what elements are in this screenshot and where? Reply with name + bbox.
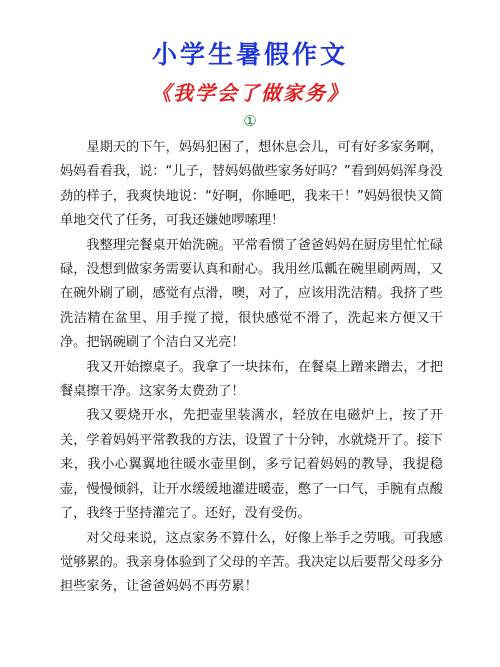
section-number: ① (243, 112, 257, 130)
essay-title: 《我学会了做家务》 (151, 81, 349, 105)
paragraph: 星期天的下午，妈妈犯困了，想休息会儿，可有好多家务啊，妈妈看看我，说：“儿子，替妈妈做些家务好吗？”看到妈妈浑身没劲的样子，我爽快地说：“好啊，你睡吧，我来干！”妈妈很快又简单地交代了任务，可我还嫌她啰嗦理！ (60, 140, 443, 229)
page-title: 小学生暑假作文 (151, 40, 348, 69)
paragraph: 对父母来说，这点家务不算什么，好像上举手之劳哦。可我感觉够累的。我亲身体验到了父母的辛苦。我决定以后要帮父母多分担些家务，让爸爸妈妈不再劳累！ (60, 530, 443, 595)
paragraph: 我又要烧开水，先把壶里装满水，轻放在电磁炉上，按了开关，学着妈妈平常教我的方法，设置了十分钟，水就烧开了。接下来，我小心翼翼地往暖水壶里倒，多亏记着妈妈的教导，我提稳壶，慢慢倾斜，让开水缓缓地灌进暖壶，憋了一口气，手腕有点酸了，我终于坚持灌完了。还好，没有受伤。 (60, 408, 443, 522)
essay-body (60, 136, 443, 600)
paragraph: 我整理完餐桌开始洗碗。平常看惯了爸爸妈妈在厨房里忙忙碌碌，没想到做家务需要认真和耐心。我用丝瓜瓤在碗里刷两周，又在碗外刷了刷，感觉有点滑，噢，对了，应该用洗洁精。我挤了些洗洁精在盆里、用手搅了搅，很快感觉不滑了，洗起来方便又干净。把锅碗刷了个洁白又光亮！ (60, 237, 443, 351)
paragraph: 我又开始擦桌子。我拿了一块抹布，在餐桌上蹭来蹭去，才把餐桌擦干净。这家务太费劲了！ (60, 359, 443, 400)
